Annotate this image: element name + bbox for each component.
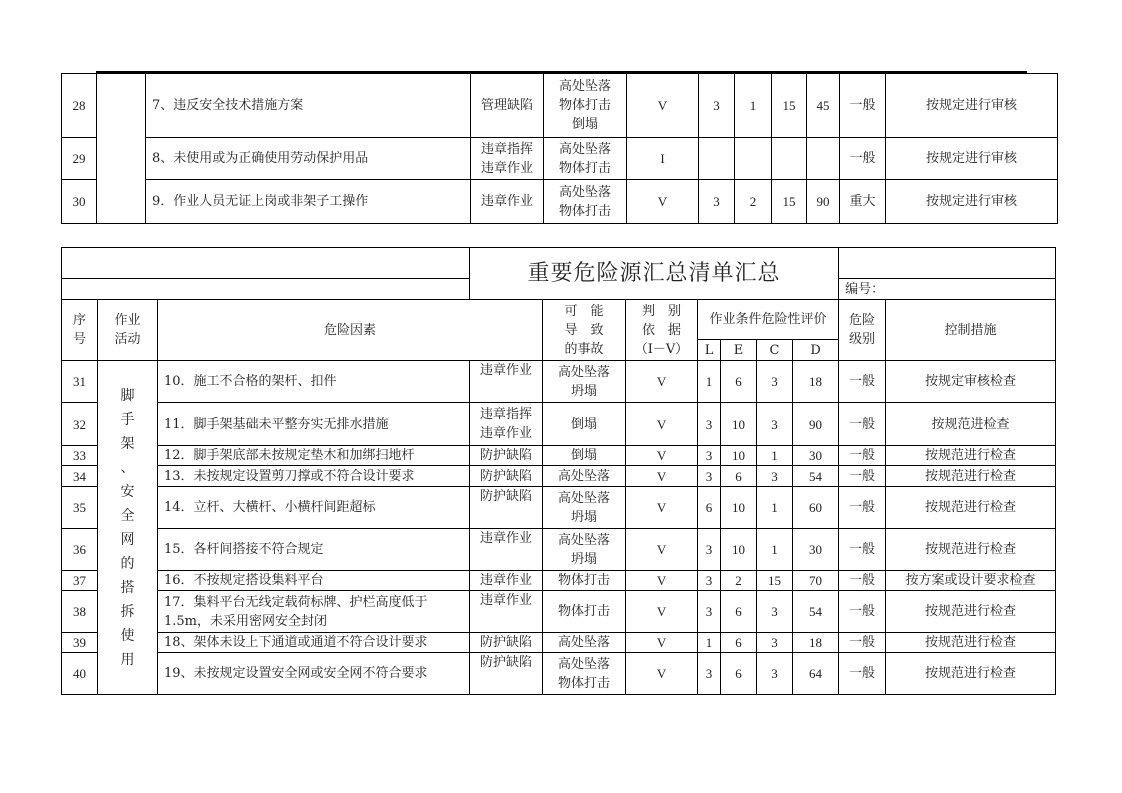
control-measure: 按规范进行检查 [886,487,1056,529]
risk-level: 一般 [840,138,886,180]
risk-level: 一般 [839,529,886,571]
table-row [62,74,1058,138]
control-measure: 按规范进行检查 [886,591,1056,633]
score-E: 6 [721,466,757,487]
score-C: 15 [772,74,807,138]
score-D: 64 [793,653,839,695]
table-row [62,403,1056,446]
score-E: 1 [735,74,772,138]
possible-accident: 高处坠落 物体打击 [544,180,627,224]
score-D: 30 [793,529,839,571]
score-C: 3 [757,653,793,695]
risk-level: 一般 [839,403,886,446]
score-D [807,138,840,180]
control-measure: 按规范进检查 [886,403,1056,446]
hazard-type: 违章作业 [470,571,543,591]
title-right-blank [839,248,1056,279]
risk-level: 一般 [839,466,886,487]
hazard-type: 防护缺陷 [470,487,543,529]
score-C: 1 [757,446,793,466]
score-L: 3 [698,403,721,446]
header-E: E [721,340,757,361]
score-C: 3 [757,591,793,633]
possible-accident: 物体打击 [543,591,626,633]
score-C: 3 [757,403,793,446]
table-row [62,529,1056,571]
score-E: 10 [721,446,757,466]
control-measure: 按规定进行审核 [886,138,1058,180]
header-measure: 控制措施 [886,300,1056,361]
basis: V [626,487,698,529]
score-D: 18 [793,633,839,653]
score-C: 3 [757,633,793,653]
row-no: 34 [62,466,98,487]
score-C: 15 [757,571,793,591]
table-row [62,487,1056,529]
score-E: 10 [721,529,757,571]
score-E: 6 [721,653,757,695]
activity-cell [97,74,146,224]
hazard-factor: 12．脚手架底部未按规定垫木和加绑扫地杆 [158,446,470,466]
basis: V [627,74,699,138]
risk-level: 一般 [839,487,886,529]
hazard-type: 违章作业 [470,529,543,571]
hazard-factor: 7、违反安全技术措施方案 [146,74,471,138]
risk-level: 一般 [839,591,886,633]
basis: V [626,633,698,653]
score-D: 60 [793,487,839,529]
score-C: 3 [757,466,793,487]
score-E [735,138,772,180]
hazard-type: 违章指挥 违章作业 [470,403,543,446]
activity-cell: 脚 手 架 、 安 全 网 的 搭 拆 使 用 [98,361,158,695]
score-E: 6 [721,591,757,633]
score-L: 6 [698,487,721,529]
score-L: 1 [698,361,721,403]
header-L: L [698,340,721,361]
row-no: 39 [62,633,98,653]
possible-accident: 倒塌 [543,403,626,446]
control-measure: 按规定进行审核 [886,74,1058,138]
control-measure: 按规范进行检查 [886,466,1056,487]
score-D: 45 [807,74,840,138]
basis: V [626,529,698,571]
score-L: 3 [698,446,721,466]
row-no: 32 [62,403,98,446]
header-eval: 作业条件危险性评价 [698,300,839,340]
score-L: 1 [698,633,721,653]
score-D: 54 [793,466,839,487]
score-L: 3 [698,571,721,591]
table-row [62,571,1056,591]
score-D: 30 [793,446,839,466]
table-row [62,591,1056,633]
row-no: 35 [62,487,98,529]
score-L: 3 [698,591,721,633]
score-C [772,138,807,180]
page-title: 重要危险源汇总清单汇总 [470,248,839,300]
risk-level: 重大 [840,180,886,224]
score-C: 15 [772,180,807,224]
row-no: 37 [62,571,98,591]
score-C: 3 [757,361,793,403]
possible-accident: 倒塌 [543,446,626,466]
table-row [62,138,1058,180]
score-C: 1 [757,487,793,529]
hazard-factor: 15．各杆间搭接不符合规定 [158,529,470,571]
risk-level: 一般 [840,74,886,138]
hazard-factor: 8、未使用或为正确使用劳动保护用品 [146,138,471,180]
score-L: 3 [698,529,721,571]
table-row [62,446,1056,466]
score-E: 10 [721,487,757,529]
header-level: 危险 级别 [839,300,886,361]
hazard-type: 防护缺陷 [470,446,543,466]
table-row [62,633,1056,653]
score-L: 3 [698,653,721,695]
row-no: 29 [62,138,97,180]
row-no: 38 [62,591,98,633]
basis: I [627,138,699,180]
possible-accident: 高处坠落 物体打击 倒塌 [544,74,627,138]
table-row [62,361,1056,403]
row-no: 28 [62,74,97,138]
possible-accident: 物体打击 [543,571,626,591]
title-left-blank-2 [62,279,470,300]
hazard-type: 防护缺陷 [470,633,543,653]
hazard-type: 防护缺陷 [470,653,543,695]
row-no: 33 [62,446,98,466]
control-measure: 按规范进行检查 [886,653,1056,695]
hazard-factor: 10．施工不合格的架杆、扣件 [158,361,470,403]
risk-level: 一般 [839,653,886,695]
score-L: 3 [699,180,735,224]
basis: V [627,180,699,224]
hazard-factor: 11．脚手架基础未平整夯实无排水措施 [158,403,470,446]
score-D: 18 [793,361,839,403]
header-accident: 可 能 导 致 的事故 [543,300,626,361]
score-D: 90 [807,180,840,224]
title-left-blank [62,248,470,279]
row-no: 40 [62,653,98,695]
major-hazard-summary-table [61,247,1056,695]
row-no: 31 [62,361,98,403]
header-factor: 危险因素 [158,300,543,361]
score-D: 54 [793,591,839,633]
possible-accident: 高处坠落 坍塌 [543,487,626,529]
basis: V [626,653,698,695]
risk-level: 一般 [839,361,886,403]
score-E: 2 [735,180,772,224]
hazard-type: 违章指挥 违章作业 [471,138,544,180]
hazard-factor: 14．立杆、大横杆、小横杆间距超标 [158,487,470,529]
control-measure: 按规范进行检查 [886,446,1056,466]
table-row [62,180,1058,224]
hazard-factor: 16．不按规定搭设集料平台 [158,571,470,591]
hazard-factor: 17．集料平台无线定载荷标牌、护栏高度低于1.5m，未采用密网安全封闭 [158,591,470,633]
hazard-factor: 9．作业人员无证上岗或非架子工操作 [146,180,471,224]
risk-level: 一般 [839,571,886,591]
continued-hazard-table [61,73,1058,224]
basis: V [626,571,698,591]
code-label: 编号： [839,279,1056,300]
possible-accident: 高处坠落 坍塌 [543,361,626,403]
hazard-factor: 18、架体未设上下通道或通道不符合设计要求 [158,633,470,653]
hazard-type: 违章作业 [470,361,543,403]
header-D: D [793,340,839,361]
score-E: 6 [721,361,757,403]
possible-accident: 高处坠落 [543,466,626,487]
control-measure: 按规定审核检查 [886,361,1056,403]
score-D: 70 [793,571,839,591]
header-activity: 作业 活动 [98,300,158,361]
basis: V [626,446,698,466]
header-basis: 判 别 依 据 （I－V） [626,300,698,361]
control-measure: 按方案或设计要求检查 [886,571,1056,591]
control-measure: 按规范进行检查 [886,529,1056,571]
score-D: 90 [793,403,839,446]
risk-level: 一般 [839,446,886,466]
score-E: 10 [721,403,757,446]
row-no: 30 [62,180,97,224]
score-C: 1 [757,529,793,571]
control-measure: 按规定进行审核 [886,180,1058,224]
control-measure: 按规范进行检查 [886,633,1056,653]
header-C: C [757,340,793,361]
hazard-type: 违章作业 [470,591,543,633]
row-no: 36 [62,529,98,571]
score-L: 3 [699,74,735,138]
hazard-type: 管理缺陷 [471,74,544,138]
table-row [62,466,1056,487]
basis: V [626,591,698,633]
basis: V [626,403,698,446]
table-row [62,653,1056,695]
score-E: 6 [721,633,757,653]
possible-accident: 高处坠落 坍塌 [543,529,626,571]
hazard-type: 违章作业 [471,180,544,224]
score-E: 2 [721,571,757,591]
hazard-type: 防护缺陷 [470,466,543,487]
basis: V [626,466,698,487]
hazard-factor: 19、未按规定设置安全网或安全网不符合要求 [158,653,470,695]
score-L: 3 [698,466,721,487]
header-no: 序 号 [62,300,98,361]
possible-accident: 高处坠落 物体打击 [543,653,626,695]
hazard-factor: 13．未按规定设置剪刀撑或不符合设计要求 [158,466,470,487]
basis: V [626,361,698,403]
possible-accident: 高处坠落 物体打击 [544,138,627,180]
possible-accident: 高处坠落 [543,633,626,653]
risk-level: 一般 [839,633,886,653]
score-L [699,138,735,180]
